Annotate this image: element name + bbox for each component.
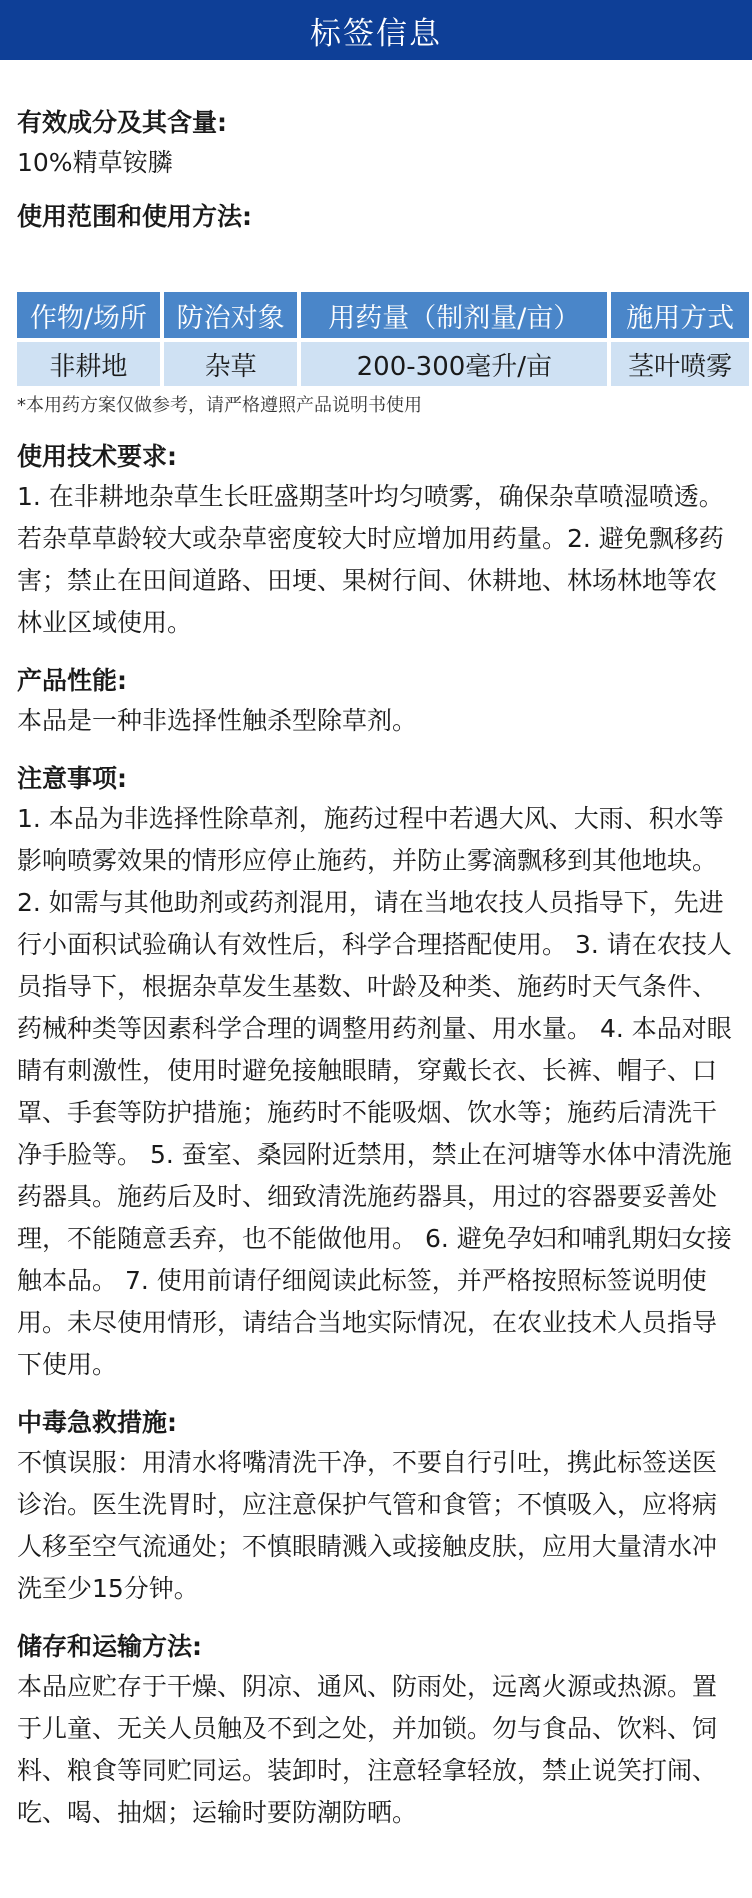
section-text: 不慎误服：用清水将嘴清洗干净，不要自行引吐，携此标签送医诊治。医生洗胃时，应注意保护气管和食管；不慎吸入，应将病人移至空气流通处；不慎眼睛溅入或接触皮肤，应用大量清水冲洗至少15分钟。 bbox=[17, 1448, 718, 1603]
table-cell: 茎叶喷雾 bbox=[611, 342, 749, 386]
table-header-cell: 作物/场所 bbox=[17, 292, 160, 338]
section-text: 本品应贮存于干燥、阴凉、通风、防雨处，远离火源或热源。置于儿童、无关人员触及不到之处，并加锁。勿与食品、饮料、饲料、粮食等同贮同运。装卸时，注意轻拿轻放，禁止说笑打闹、吃、喝、抽烟；运输时要防潮防晒。 bbox=[17, 1672, 718, 1827]
section-title: 产品性能: bbox=[17, 666, 127, 695]
usage-disclaimer: *本用药方案仅做参考，请严格遵照产品说明书使用 bbox=[17, 395, 422, 416]
page-title: 标签信息 bbox=[310, 15, 442, 52]
section-performance bbox=[17, 662, 735, 742]
ingredient-value: 10%精草铵膦 bbox=[17, 148, 173, 177]
table-header-cell: 防治对象 bbox=[164, 292, 298, 338]
section-title: 中毒急救措施: bbox=[17, 1408, 177, 1437]
table-cell: 杂草 bbox=[164, 342, 298, 386]
section-active-ingredient bbox=[17, 104, 735, 184]
header-bar bbox=[0, 0, 752, 60]
section-tech-requirements bbox=[17, 438, 735, 644]
table-header-cell: 施用方式 bbox=[611, 292, 749, 338]
section-text: 本品是一种非选择性触杀型除草剂。 bbox=[17, 706, 418, 735]
table-row bbox=[17, 342, 749, 386]
table-cell: 200-300毫升/亩 bbox=[301, 342, 607, 386]
section-precautions bbox=[17, 760, 735, 1386]
usage-table bbox=[13, 288, 752, 390]
section-first-aid bbox=[17, 1404, 735, 1610]
section-storage bbox=[17, 1628, 735, 1834]
section-title: 有效成分及其含量: bbox=[17, 108, 227, 137]
table-header-row bbox=[17, 292, 749, 338]
section-title: 使用技术要求: bbox=[17, 442, 177, 471]
section-usage bbox=[17, 198, 735, 420]
label-content bbox=[0, 104, 752, 1834]
table-header-cell: 用药量（制剂量/亩） bbox=[301, 292, 607, 338]
section-text: 1. 在非耕地杂草生长旺盛期茎叶均匀喷雾，确保杂草喷湿喷透。若杂草草龄较大或杂草密度较大时应增加用药量。2. 避免飘移药害；禁止在田间道路、田埂、果树行间、休耕地、林场林地等农林业区域使用。 bbox=[17, 482, 724, 637]
section-title: 注意事项: bbox=[17, 764, 127, 793]
table-cell: 非耕地 bbox=[17, 342, 160, 386]
section-title: 使用范围和使用方法: bbox=[17, 202, 252, 231]
section-text: 1. 本品为非选择性除草剂，施药过程中若遇大风、大雨、积水等影响喷雾效果的情形应停止施药，并防止雾滴飘移到其他地块。 2. 如需与其他助剂或药剂混用，请在当地农技人员指导下，先进行小面积试验确认有效性后，科学合理搭配使用。 3. 请在农技人员指导下，根据杂草发生基数、叶龄及种类、施药时天气条件、药械种类等因素科学合理的调整用药剂量、用水量。 4. 本品对眼睛有刺激性，使用时避免接触眼睛，穿戴长衣、长裤、帽子、口罩、手套等防护措施；施药时不能吸烟、饮水等；施药后清洗干净手脸等。 5. 蚕室、桑园附近禁用，禁止在河塘等水体中清洗施药器具。施药后及时、细致清洗施药器具，用过的容器要妥善处理，不能随意丢弃，也不能做他用。 6. 避免孕妇和哺乳期妇女接触本品。 7. 使用前请仔细阅读此标签，并严格按照标签说明使用。未尽使用情形，请结合当地实际情况，在农业技术人员指导下使用。 bbox=[17, 804, 732, 1379]
section-title: 储存和运输方法: bbox=[17, 1632, 202, 1661]
